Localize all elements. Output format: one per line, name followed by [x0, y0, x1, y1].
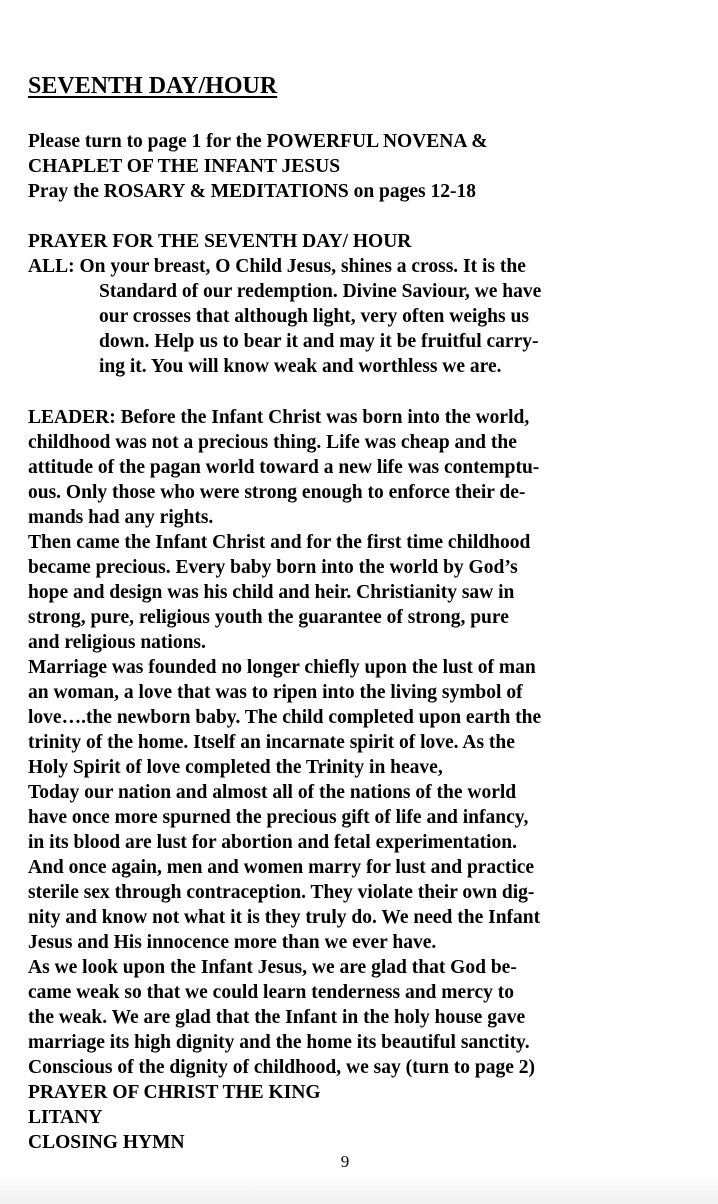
leader-line: Then came the Infant Christ and for the first time childhood [28, 532, 531, 553]
intro-section [28, 129, 488, 204]
leader-line: Marriage was founded no longer chiefly upon the lust of man [28, 657, 536, 678]
leader-line: LEADER: Before the Infant Christ was born into the world, [28, 407, 530, 428]
leader-line: an woman, a love that was to ripen into the living symbol of [28, 682, 523, 703]
leader-line: marriage its high dignity and the home its beautiful sanctity. [28, 1032, 530, 1053]
prayer-line: down. Help us to bear it and may it be fruitful carry- [99, 331, 539, 352]
leader-line: Holy Spirit of love completed the Trinity in heave, [28, 757, 443, 778]
leader-line: Conscious of the dignity of childhood, we say (turn to page 2) [28, 1057, 536, 1078]
intro-line: Please turn to page 1 for the POWERFUL NOVENA & [28, 131, 488, 152]
leader-line: have once more spurned the precious gift of life and infancy, [28, 807, 529, 828]
leader-line: As we look upon the Infant Jesus, we are glad that God be- [28, 957, 517, 978]
page-number: 9 [340, 1152, 350, 1171]
leader-line: came weak so that we could learn tenderness and mercy to [28, 982, 514, 1003]
intro-line: CHAPLET OF THE INFANT JESUS [28, 156, 341, 177]
leader-line: And once again, men and women marry for lust and practice [28, 857, 535, 878]
leader-line: became precious. Every baby born into the world by God’s [28, 557, 518, 578]
page-bottom-shade [0, 1172, 718, 1204]
prayer-line: Standard of our redemption. Divine Saviour, we have [99, 281, 542, 302]
leader-line: attitude of the pagan world toward a new life was contemptu- [28, 457, 540, 478]
closing-item-christ-the-king: PRAYER OF CHRIST THE KING [28, 1082, 321, 1103]
leader-line: nity and know not what it is they truly do. We need the Infant [28, 907, 541, 928]
leader-line: the weak. We are glad that the Infant in the holy house gave [28, 1007, 526, 1028]
prayer-line: our crosses that although light, very often weighs us [99, 306, 529, 327]
leader-section [28, 405, 541, 1155]
leader-line: strong, pure, religious youth the guarantee of strong, pure [28, 607, 509, 628]
leader-line: Jesus and His innocence more than we ever have. [28, 932, 437, 953]
leader-line: childhood was not a precious thing. Life was cheap and the [28, 432, 517, 453]
leader-line: sterile sex through contraception. They violate their own dig- [28, 882, 535, 903]
leader-line: Today our nation and almost all of the nations of the world [28, 782, 517, 803]
leader-line: ous. Only those who were strong enough to enforce their de- [28, 482, 526, 503]
page-heading: SEVENTH DAY/HOUR [28, 73, 278, 99]
intro-line: Pray the ROSARY & MEDITATIONS on pages 12-18 [28, 181, 477, 202]
prayer-line: ALL: On your breast, O Child Jesus, shines a cross. It is the [28, 256, 526, 277]
leader-line: trinity of the home. Itself an incarnate spirit of love. As the [28, 732, 515, 753]
leader-line: mands had any rights. [28, 507, 214, 528]
prayer-line: ing it. You will know weak and worthless we are. [99, 356, 502, 377]
leader-line: in its blood are lust for abortion and fetal experimentation. [28, 832, 517, 853]
prayer-section [28, 229, 541, 379]
leader-line: hope and design was his child and heir. Christianity saw in [28, 582, 515, 603]
leader-line: and religious nations. [28, 632, 206, 653]
closing-item-closing-hymn: CLOSING HYMN [28, 1132, 185, 1153]
leader-line: love….the newborn baby. The child completed upon earth the [28, 707, 542, 728]
closing-item-litany: LITANY [28, 1107, 103, 1128]
prayer-title: PRAYER FOR THE SEVENTH DAY/ HOUR [28, 231, 412, 252]
